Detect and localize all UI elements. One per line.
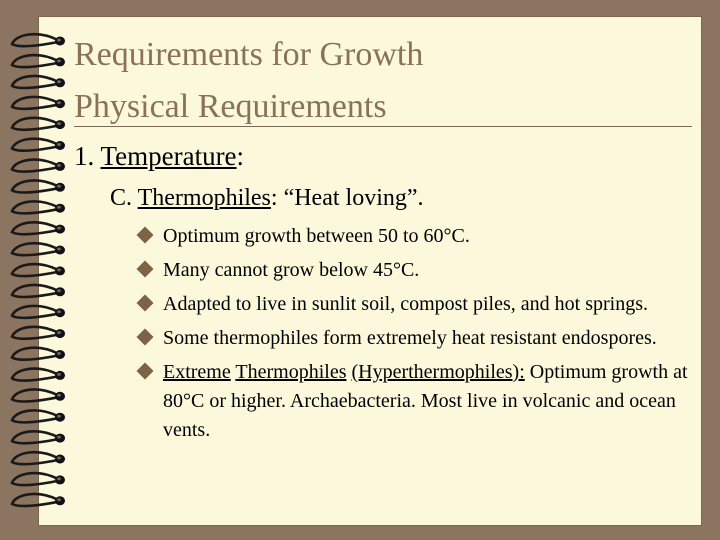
level2-definition: : “Heat loving”. [270,185,424,211]
outline-level1 [74,141,244,172]
binding-ring-icon [12,181,65,193]
binding-ring-icon [12,55,65,67]
level1-term: Temperature [100,141,237,171]
binding-ring-icon [12,306,65,318]
title-divider [74,126,692,127]
thermophiles-label: Thermophiles [235,361,347,383]
binding-ring-icon [12,97,65,109]
bullet-text: Some thermophiles form extremely heat resistant endospores. [163,327,657,349]
binding-ring-icon [12,327,65,339]
binding-ring-icon [12,76,65,88]
binding-ring-icon [12,264,65,276]
bullet-text: Optimum growth at 80°C or higher. Archaebacteria. Most live in volcanic and ocean vents. [163,361,688,441]
hyperthermophiles-label: (Hyperthermophiles): [351,361,525,383]
outline-level2 [110,185,424,212]
diamond-bullet-icon [137,363,154,380]
binding-ring-icon [12,348,65,360]
list-item [124,290,690,319]
list-item [124,358,690,445]
binding-ring-icon [12,139,65,151]
diamond-bullet-icon [137,329,154,346]
list-item [124,256,690,285]
binding-ring-icon [12,222,65,234]
bullet-list [124,222,690,450]
diamond-bullet-icon [137,227,154,244]
slide-title: Requirements for Growth [74,36,424,73]
slide-subtitle: Physical Requirements [74,88,387,125]
binding-ring-icon [12,201,65,213]
binding-ring-icon [12,285,65,297]
level2-letter: C. [110,185,133,211]
level2-term: Thermophiles [137,185,271,211]
binding-ring-icon [12,494,65,506]
extreme-label: Extreme [163,361,231,383]
binding-ring-icon [12,118,65,130]
binding-ring-icon [12,473,65,485]
binding-ring-icon [12,452,65,464]
binding-ring-icon [12,369,65,381]
binding-ring-icon [12,34,65,46]
diamond-bullet-icon [137,295,154,312]
spiral-binding-icon [8,28,72,518]
binding-ring-icon [12,431,65,443]
bullet-text: Adapted to live in sunlit soil, compost piles, and hot springs. [163,293,648,315]
bullet-text: Optimum growth between 50 to 60°C. [163,225,470,247]
bullet-text: Many cannot grow below 45°C. [163,259,420,281]
binding-ring-icon [12,410,65,422]
diamond-bullet-icon [137,261,154,278]
binding-ring-icon [12,160,65,172]
binding-ring-icon [12,390,65,402]
list-item [124,324,690,353]
level1-suffix: : [236,141,245,171]
level1-number: 1. [74,141,95,171]
list-item [124,222,690,251]
binding-ring-icon [12,243,65,255]
